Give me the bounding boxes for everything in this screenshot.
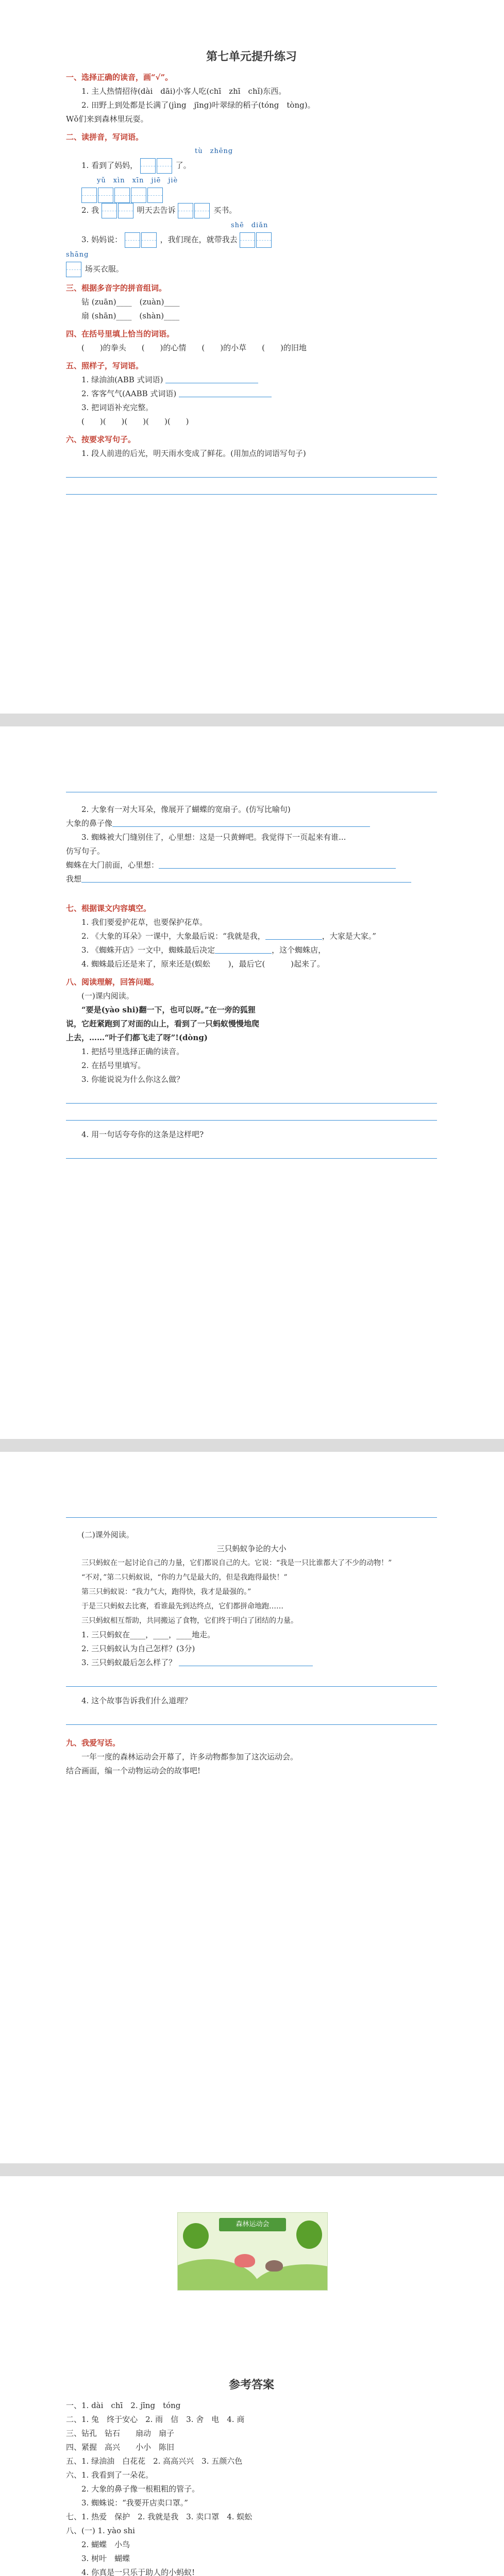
answer-line[interactable] — [66, 478, 437, 495]
question-5-1-text: 1. 绿油油(ABB 式词语) — [81, 375, 163, 384]
answer-8b: 2. 蝴蝶 小鸟 — [81, 2540, 130, 2549]
answer-blank[interactable] — [215, 944, 272, 954]
question-7-3 — [66, 943, 437, 957]
reading-2-question-2: 2. 三只蚂蚁认为自己怎样？(3分) — [81, 1644, 195, 1653]
writing-grid-cell[interactable] — [81, 188, 97, 203]
picture-tree — [183, 2223, 209, 2249]
reading-1-para-3: 上去，……“叶子们都飞走了呀”!(dòng) — [66, 1033, 208, 1042]
question-2-3-mid: ，我们现在，就带我去 — [160, 235, 238, 244]
worksheet-title: 第七单元提升练习 — [206, 50, 297, 63]
reading-2-title: (二)课外阅读。 — [81, 1530, 134, 1539]
reading-2-para-4: 于是三只蚂蚁去比赛，看谁最先到达终点，它们都拼命地跑…… — [81, 1602, 283, 1611]
section-heading-1: 一、选择正确的读音，画“√”。 — [66, 73, 173, 82]
question-2-1-end: 了。 — [175, 161, 191, 170]
writing-grid-cell[interactable] — [102, 203, 117, 218]
question-2-2-mid: 明天去告诉 — [137, 206, 176, 215]
question-6-2: 2. 大象有一对大耳朵，像展开了蝴蝶的宽扇子。(仿写比喻句) — [81, 805, 291, 814]
picture-animal — [234, 2254, 255, 2267]
reading-1-question-2: 2. 在括号里填写。 — [81, 1061, 146, 1070]
page-separator — [0, 2163, 504, 2176]
question-6-3: 3. 蜘蛛被大门缝别住了，心里想：这是一只黄蝉吧。我觉得下一页起来有谁... — [81, 833, 346, 842]
picture-banner: 森林运动会 — [219, 2218, 286, 2231]
question-1-2a: 2. 田野上到处都是长满了(jìng jīng)叶翠绿的稻子(tóng tòng)。 — [81, 100, 315, 110]
page-2-content — [66, 775, 437, 1159]
section-heading-5: 五、照样子，写词语。 — [66, 361, 144, 370]
question-2-3 — [66, 232, 437, 248]
question-7-2-end: ，大家是大家。” — [322, 931, 376, 941]
polyphone-2: 扇 (shān)____ (shàn)____ — [81, 311, 180, 320]
reading-1-para-1: “要是(yào shi)翻一下，也可以呀。”在一旁的狐狸 — [81, 1005, 256, 1014]
page-2 — [0, 726, 504, 1439]
section-heading-8: 八、阅读理解，回答问题。 — [66, 977, 159, 987]
answer-8d: 4. 你真是一只乐于助人的小蚂蚁! — [81, 2568, 195, 2576]
question-2-2-text: 2. 我 — [81, 206, 99, 215]
question-6-3c-text: 蜘蛛在大门前面，心里想： — [66, 860, 159, 870]
answer-4: 四、紧握 高兴 小小 陈旧 — [66, 2443, 175, 2452]
page-4 — [0, 2176, 504, 2576]
reading-2-para-2: “不对，”第二只蚂蚁说，“你的力气是最大的，但是我跑得最快！” — [81, 1573, 288, 1582]
pinyin-row-2: yǔ xìn xīn jiē jiè — [97, 177, 178, 184]
reading-2-question-1: 1. 三只蚂蚁在____，____，____地走。 — [81, 1630, 215, 1639]
writing-prompt-1: 一年一度的森林运动会开幕了，许多动物都参加了这次运动会。 — [81, 1752, 298, 1761]
writing-grid-cell[interactable] — [125, 232, 140, 248]
reading-2-subtitle: 三只蚂蚁争论的大小 — [216, 1544, 287, 1553]
writing-grid-cell[interactable] — [66, 262, 81, 277]
question-5-1 — [66, 373, 437, 387]
question-6-3c — [66, 858, 437, 872]
question-2-1 — [66, 158, 437, 174]
question-5-2-text: 2. 客客气气(AABB 式词语) — [81, 389, 177, 398]
reading-1-para-2: 说，它赶紧跑到了对面的山上，看到了一只蚂蚁慢慢地爬 — [66, 1019, 260, 1028]
question-6-2b-text: 大象的鼻子像 — [66, 819, 113, 828]
answer-6c: 3. 蜘蛛说：“我要开店卖口罩。” — [81, 2498, 188, 2507]
question-6-3b: 仿写句子。 — [66, 846, 105, 856]
reading-1-question-1: 1. 把括号里选择正确的读音。 — [81, 1047, 184, 1056]
answer-8c: 3. 树叶 蝴蝶 — [81, 2554, 130, 2563]
picture-hill — [250, 2264, 328, 2291]
question-7-1: 1. 我们要爱护花草，也要保护花草。 — [81, 918, 208, 927]
question-5-3: 3. 把词语补充完整。 — [81, 403, 154, 412]
polyphone-1: 钻 (zuān)____ (zuàn)____ — [81, 297, 180, 307]
section-heading-7: 七、根据课文内容填空。 — [66, 904, 152, 913]
writing-grid-cell[interactable] — [114, 188, 130, 203]
writing-grid-cell[interactable] — [240, 232, 255, 248]
writing-grid-cell[interactable] — [141, 232, 157, 248]
answer-6b: 2. 大象的鼻子像一根粗粗的管子。 — [81, 2484, 200, 2494]
pinyin-row-3: shē diǎn — [231, 222, 268, 229]
question-2-2-end: 买书。 — [213, 206, 237, 215]
answer-6: 六、1. 我看到了一朵花。 — [66, 2470, 154, 2480]
answer-blank[interactable] — [265, 930, 322, 940]
answer-1: 一、1. dài chī 2. jīng tóng — [66, 2401, 181, 2410]
reading-1-question-4: 4. 用一句话夸夸你的这条是这样吧? — [81, 1130, 204, 1139]
page-separator — [0, 714, 504, 726]
answer-2: 二、1. 兔 终于安心 2. 雨 信 3. 舍 电 4. 商 — [66, 2415, 245, 2424]
reading-2-question-3 — [66, 1656, 437, 1670]
section-heading-3: 三、根据多音字的拼音组词。 — [66, 283, 167, 293]
writing-grid-cell[interactable] — [157, 158, 172, 174]
question-6-4-text: 我想 — [66, 874, 82, 884]
writing-grid-cell[interactable] — [256, 232, 272, 248]
answer-blank[interactable] — [159, 859, 396, 869]
writing-prompt-2: 结合画面，编一个动物运动会的故事吧! — [66, 1766, 201, 1775]
question-6-1: 1. 段人前进的后光，明天雨水变成了鲜花。(用加点的词语写句子) — [81, 449, 306, 458]
answer-7: 七、1. 热爱 保护 2. 我就是我 3. 卖口罩 4. 蜈蚣 — [66, 2512, 253, 2521]
answer-line[interactable] — [66, 461, 437, 478]
question-2-2-sentence — [66, 203, 437, 218]
question-1-2b: Wǒ们来到森林里玩耍。 — [66, 114, 148, 124]
reading-2-para-1: 三只蚂蚁在一起讨论自己的力量，它们都说自己的大。它说：“我是一只比谁都大了不少的动物！” — [81, 1559, 392, 1567]
answer-line[interactable] — [66, 1087, 437, 1104]
answer-blank[interactable] — [179, 1656, 313, 1666]
answer-blank[interactable] — [179, 387, 272, 397]
reading-2-question-4: 4. 这个故事告诉我们什么道理？ — [81, 1696, 192, 1705]
question-6-2b — [66, 817, 437, 831]
reading-1-question-3: 3. 你能说说为什么你这么做？ — [81, 1075, 184, 1084]
question-7-2 — [66, 929, 437, 943]
page-separator — [0, 1439, 504, 1452]
answer-line[interactable] — [66, 1708, 437, 1725]
answer-blank[interactable] — [81, 873, 411, 883]
reading-2-para-5: 三只蚂蚁相互帮助，共同搬运了食物，它们终于明白了团结的力量。 — [81, 1617, 298, 1625]
page-1 — [0, 0, 504, 714]
writing-grid-cell[interactable] — [194, 203, 210, 218]
pinyin-row-4: shāng — [66, 251, 89, 259]
reading-2-para-3: 第三只蚂蚁说：“我力气大，跑得快，我才是最强的。” — [81, 1588, 251, 1596]
question-5-3b: ( )( )( )( )( ) — [81, 417, 189, 426]
picture-animal — [265, 2260, 283, 2272]
answer-blank[interactable] — [112, 817, 370, 827]
picture-tree — [296, 2221, 322, 2249]
forest-sports-meeting-picture — [177, 2212, 328, 2291]
section-heading-2: 二、读拼音，写词语。 — [66, 132, 144, 142]
answer-5: 五、1. 绿油油 白花花 2. 高高兴兴 3. 五颜六色 — [66, 2456, 243, 2466]
answers-title: 参考答案 — [228, 2378, 274, 2392]
question-6-4 — [66, 872, 437, 886]
reading-1-title: (一)课内阅读。 — [81, 991, 134, 1001]
writing-grid-cell[interactable] — [147, 188, 163, 203]
question-7-3-end: ，这个蜘蛛店， — [272, 945, 326, 955]
section-heading-6: 六、按要求写句子。 — [66, 435, 136, 444]
answer-line[interactable] — [66, 1670, 437, 1687]
pinyin-row-1: tù zhēng — [195, 147, 233, 155]
reading-2-question-3-text: 3. 三只蚂蚁最后怎么样了？ — [81, 1658, 177, 1667]
writing-grid-cell[interactable] — [131, 188, 146, 203]
answer-line[interactable] — [66, 775, 437, 792]
page-3 — [0, 1452, 504, 2163]
answer-line[interactable] — [66, 1501, 437, 1518]
writing-grid-cell[interactable] — [140, 158, 156, 174]
writing-grid-cell[interactable] — [98, 188, 113, 203]
question-7-2-text: 2. 《大象的耳朵》一课中，大象最后说：“我就是我， — [81, 931, 265, 941]
question-2-4-text: 场买衣服。 — [85, 264, 124, 274]
answer-line[interactable] — [66, 1142, 437, 1159]
question-7-4: 4. 蜘蛛最后还是来了，原来还是(蜈蚣 )，最后它( )起来了。 — [81, 959, 325, 969]
question-5-2 — [66, 387, 437, 401]
page-1-content — [66, 49, 437, 495]
question-1-1: 1. 主人热情招待(dài dāi)小客人吃(chī zhī chǐ)东西。 — [81, 87, 287, 96]
section-heading-4: 四、在括号里填上恰当的词语。 — [66, 329, 175, 338]
question-2-4 — [66, 262, 437, 277]
question-2-1-text: 1. 看到了妈妈， — [81, 161, 138, 170]
answer-blank[interactable] — [165, 374, 258, 383]
writing-grid-cell[interactable] — [118, 203, 133, 218]
question-2-3-text: 3. 妈妈说： — [81, 235, 123, 244]
page-3-content — [66, 1501, 437, 1778]
question-2-2 — [66, 188, 437, 203]
answer-3: 三、钻孔 钻石 扇动 扇子 — [66, 2429, 175, 2438]
question-4: ( )的拳头 ( )的心情 ( )的小草 ( )的旧地 — [81, 343, 307, 352]
answer-8: 八、(一) 1. yào shi — [66, 2526, 135, 2535]
writing-grid-cell[interactable] — [178, 203, 193, 218]
section-heading-9: 九、我爱写话。 — [66, 1738, 121, 1748]
question-7-3-text: 3. 《蜘蛛开店》一文中，蜘蛛最后决定 — [81, 945, 215, 955]
answers-content — [66, 2377, 437, 2576]
answer-line[interactable] — [66, 1104, 437, 1121]
